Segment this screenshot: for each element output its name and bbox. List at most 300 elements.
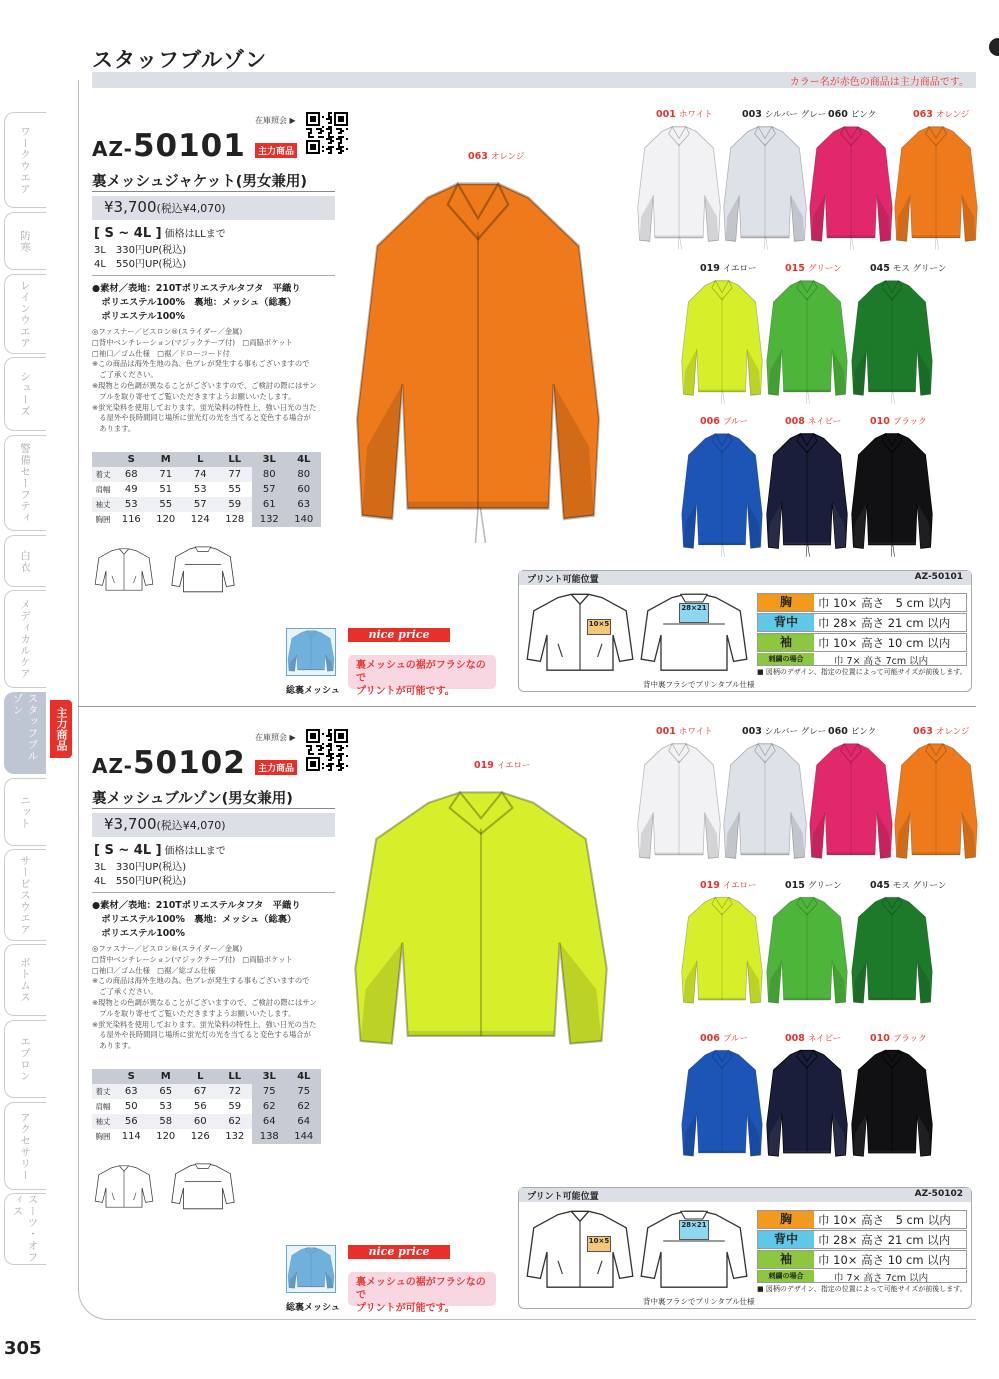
- size-header: M: [149, 1069, 184, 1084]
- spec-line: ※現物との色調が異なることがございますので、ご検討の際にはサン: [92, 998, 317, 1007]
- size-header: 4L: [287, 452, 322, 467]
- print-size-row: [757, 1210, 967, 1229]
- size-cell: 120: [156, 514, 176, 525]
- nice-price-badge: nice price: [348, 628, 450, 642]
- print-position-tag: 背中: [758, 1231, 814, 1248]
- color-swatch-jacket[interactable]: [850, 276, 934, 406]
- color-code: 010: [870, 416, 890, 427]
- spec-line: ご了承ください。: [92, 987, 158, 997]
- size-cell: 144: [287, 1129, 322, 1144]
- color-swatch-jacket[interactable]: [850, 893, 934, 1013]
- size-cell: 57: [252, 482, 287, 497]
- size-header: 4L: [287, 1069, 322, 1084]
- size-cell: 59: [218, 497, 253, 512]
- back-line-drawing: [168, 1162, 238, 1218]
- embroidery-tag: 刺繍の場合: [758, 1270, 814, 1282]
- size-row: [92, 482, 321, 497]
- size-cell: 56: [114, 1114, 149, 1129]
- price-value: ¥3,700: [104, 198, 157, 216]
- material-line: ポリエステル100%: [92, 311, 185, 322]
- size-table-head: [92, 1069, 321, 1084]
- color-label: [656, 108, 713, 120]
- size-cell: 着丈: [92, 1084, 114, 1099]
- stock-check-link[interactable]: 在庫照会 ▶: [255, 116, 296, 125]
- main-color-code: 019: [474, 760, 494, 771]
- spec-line: あります。: [92, 424, 136, 434]
- print-size-note: ■ 図柄のデザイン、指定の位置によって可能サイズが前後します。: [757, 668, 967, 676]
- price-tax: (税込¥4,070): [156, 819, 226, 832]
- color-code: 019: [700, 263, 720, 274]
- main-color-label: [468, 150, 524, 162]
- size-header: [92, 1069, 114, 1084]
- size-cell: 着丈: [92, 467, 114, 482]
- main-product-flag: 主力商品: [50, 700, 72, 758]
- embroidery-tag: 刺繍の場合: [758, 653, 814, 665]
- name-underline: [92, 191, 335, 192]
- print-note-line: プリントが可能です。: [356, 686, 455, 697]
- color-swatch-jacket[interactable]: [765, 276, 849, 406]
- color-code: 063: [913, 109, 933, 120]
- color-swatch-jacket[interactable]: [765, 1046, 849, 1166]
- size-cell: 126: [190, 1131, 210, 1142]
- color-code: 001: [656, 726, 676, 737]
- color-code: 006: [700, 1033, 720, 1044]
- print-position-tag: 袖: [758, 634, 814, 651]
- color-name: ピンク: [850, 110, 877, 120]
- size-cell: 74: [183, 467, 218, 482]
- size-cell: 80: [252, 467, 287, 482]
- spec-line: □袖口／ゴム仕様 □裾／総ゴム仕様: [92, 965, 216, 975]
- color-label: [785, 415, 841, 427]
- color-name: ブラック: [892, 417, 927, 427]
- rail-tab[interactable]: レインウエア: [4, 274, 46, 354]
- main-color-label: [474, 759, 531, 771]
- upcharge-line: 3L 330円UP(税込): [94, 862, 187, 873]
- color-code: 015: [785, 263, 805, 274]
- spec-line: る屋外や長時間同じ場所に蛍光灯の光を当てると変色する場合が: [92, 1030, 311, 1040]
- print-note-bubble: [348, 1272, 496, 1314]
- print-back-caption: 背中裏フラシでプリンタブル仕様: [643, 680, 755, 689]
- color-label: [742, 108, 826, 120]
- divider: [92, 275, 335, 276]
- size-cell: 64: [287, 1114, 322, 1129]
- size-cell: 62: [287, 1099, 322, 1114]
- spec-line: る屋外や長時間同じ場所に蛍光灯の光を当てると変色する場合が: [92, 413, 311, 423]
- product-code: [92, 745, 246, 781]
- rail-tab[interactable]: サービスウエア: [4, 849, 46, 941]
- size-cell: 56: [193, 1101, 207, 1112]
- color-name: オレンジ: [935, 727, 970, 737]
- material-line: ポリエステル100% 裏地：メッシュ（総裏）: [92, 914, 297, 925]
- size-cell: 67: [183, 1084, 218, 1099]
- color-name: オレンジ: [935, 110, 970, 120]
- print-note-line: 裏メッシュの裾がフラシなので: [356, 1277, 486, 1301]
- material-line: ポリエステル100% 裏地：メッシュ（総裏）: [92, 297, 297, 308]
- print-position-tag: 背中: [758, 614, 814, 631]
- size-table-body: [92, 1084, 321, 1144]
- print-size-row: [757, 593, 967, 612]
- price-tax: (税込¥4,070): [156, 202, 226, 215]
- size-header: [92, 452, 114, 467]
- size-row: [92, 1099, 321, 1114]
- color-swatch-jacket[interactable]: [636, 122, 722, 252]
- name-underline: [92, 808, 335, 809]
- print-size-note: ■ 図柄のデザイン、指定の位置によって可能サイズが前後します。: [757, 1285, 967, 1293]
- size-cell: 120: [156, 1131, 176, 1142]
- size-cell: 114: [121, 1131, 141, 1142]
- spec-line: ※この商品は海外生地の為、色ブレが発生する事もございますので: [92, 359, 310, 369]
- code-prefix: AZ-: [92, 137, 133, 161]
- color-label: [700, 879, 757, 891]
- color-name: ブルー: [722, 1034, 749, 1044]
- size-header: L: [183, 452, 218, 467]
- size-range: [94, 842, 226, 858]
- size-range-value: [ S ~ 4L ]: [94, 226, 162, 241]
- size-cell: 肩幅: [95, 1102, 111, 1111]
- color-swatch-jacket[interactable]: [808, 739, 894, 869]
- spec-line: □袖口／ゴム仕様 □裾／ドローコード付: [92, 348, 230, 358]
- material-line: ●素材／表地：210Tポリエステルタフタ 平織り: [92, 900, 301, 911]
- print-size-value: 巾 28× 高さ 21 cm 以内: [818, 616, 951, 630]
- color-code: 006: [700, 416, 720, 427]
- qr-code[interactable]: [306, 729, 348, 771]
- color-swatch-jacket[interactable]: [722, 122, 808, 252]
- size-table-header-row: [92, 452, 321, 467]
- print-note-line: 裏メッシュの裾がフラシなので: [356, 660, 486, 684]
- color-swatch-jacket[interactable]: [680, 893, 764, 1013]
- spec-line: あります。: [92, 1041, 136, 1051]
- color-code: 063: [913, 726, 933, 737]
- size-cell: 68: [114, 467, 149, 482]
- mesh-label: 総裏メッシュ: [286, 686, 340, 696]
- size-cell: 132: [225, 1131, 245, 1142]
- color-name: グリーン: [807, 881, 842, 891]
- code-prefix: AZ-: [92, 754, 133, 778]
- color-code: 060: [828, 726, 848, 737]
- spec-line: ※蛍光染料を使用しております。蛍光染料の特性上、強い日光の当た: [92, 1019, 317, 1029]
- color-label: [828, 108, 876, 120]
- color-name: ネイビー: [807, 417, 842, 427]
- color-label: [700, 1032, 748, 1044]
- size-cell: 71: [149, 467, 184, 482]
- front-line-drawing: [94, 1162, 154, 1218]
- size-cell: 袖丈: [92, 1114, 114, 1129]
- size-cell: 53: [114, 497, 149, 512]
- print-size-value: 巾 10× 高さ 10 cm 以内: [818, 1253, 951, 1267]
- size-row: [92, 1114, 321, 1129]
- code-number: 50102: [132, 745, 246, 781]
- print-front-drawing: [525, 1208, 635, 1300]
- back-line-drawing: [168, 545, 238, 601]
- size-cell: 51: [159, 484, 173, 495]
- qr-code[interactable]: [306, 112, 348, 154]
- print-position-box: [518, 1187, 972, 1309]
- size-cell: 袖丈: [92, 497, 114, 512]
- rail-tab[interactable]: シューズ: [4, 357, 46, 431]
- size-range-note: 価格はLLまで: [164, 846, 226, 857]
- main-jacket-image: [350, 782, 612, 1067]
- spec-line: プルを取り寄せてご覧いただきますようお願いいたします。: [92, 391, 296, 401]
- color-code: 015: [785, 880, 805, 891]
- color-label: [913, 725, 969, 737]
- color-swatch-jacket[interactable]: [765, 429, 849, 559]
- size-cell: 60: [287, 482, 322, 497]
- color-code: 008: [785, 416, 805, 427]
- size-cell: 50: [124, 1101, 138, 1112]
- rail-tab[interactable]: スーツ・オフィス: [4, 1193, 46, 1265]
- size-cell: 62: [252, 1099, 287, 1114]
- upcharge-line: 4L 550円UP(税込): [94, 259, 187, 270]
- size-range-value: [ S ~ 4L ]: [94, 843, 162, 858]
- spec-line: □背中ベンチレーション(マジックテープ付) □両脇ポケット: [92, 337, 293, 347]
- size-table-header-row: [92, 1069, 321, 1084]
- color-swatch-jacket[interactable]: [722, 739, 808, 869]
- color-name: ピンク: [850, 727, 877, 737]
- color-label: [700, 415, 748, 427]
- size-cell: 132: [252, 512, 287, 527]
- size-cell: 53: [159, 1101, 173, 1112]
- print-size-value: 巾 10× 高さ 10 cm 以内: [818, 636, 951, 650]
- spec-line: ※現物との色調が異なることがございますので、ご検討の際にはサン: [92, 381, 317, 390]
- size-cell: 75: [252, 1084, 287, 1099]
- size-row: [92, 1129, 321, 1144]
- print-box-header: [519, 1188, 971, 1202]
- chest-print-mark: 10×5: [587, 619, 611, 635]
- color-swatch-jacket[interactable]: [850, 1046, 934, 1166]
- material-line: ●素材／表地：210Tポリエステルタフタ 平織り: [92, 283, 301, 294]
- color-code: 045: [870, 880, 890, 891]
- color-swatch-jacket[interactable]: [680, 429, 764, 559]
- size-cell: 62: [218, 1114, 253, 1129]
- size-row: [92, 1084, 321, 1099]
- size-cell: 58: [149, 1114, 184, 1129]
- size-table-body: [92, 467, 321, 527]
- color-label: [785, 1032, 841, 1044]
- main-color-code: 063: [468, 151, 488, 162]
- color-label: [913, 108, 969, 120]
- print-size-value: 巾 10× 高さ 5 cm 以内: [818, 596, 951, 610]
- print-box-code: AZ-50102: [914, 1189, 963, 1199]
- nice-price-badge: nice price: [348, 1245, 450, 1259]
- main-color-name: イエロー: [496, 761, 531, 771]
- color-swatch-jacket[interactable]: [808, 122, 894, 252]
- size-cell: 63: [114, 1084, 149, 1099]
- color-label: [870, 262, 946, 274]
- rail-tab[interactable]: メディカルケア: [4, 590, 46, 688]
- color-swatch-jacket[interactable]: [680, 1046, 764, 1166]
- print-size-value: 巾 28× 高さ 21 cm 以内: [818, 1233, 951, 1247]
- main-product-note: カラー名が赤色の商品は主力商品です。: [789, 77, 969, 88]
- size-header: S: [114, 1069, 149, 1084]
- color-name: モス グリーン: [892, 881, 947, 891]
- color-swatch-jacket[interactable]: [765, 893, 849, 1013]
- chest-print-mark: 10×5: [587, 1236, 611, 1252]
- print-position-tag: 胸: [758, 594, 814, 611]
- spec-line: ※蛍光染料を使用しております。蛍光染料の特性上、強い日光の当た: [92, 402, 317, 412]
- color-name: シルバー グレー: [764, 727, 827, 737]
- rail-tab[interactable]: アクセサリー: [4, 1102, 46, 1190]
- color-label: [870, 415, 927, 427]
- size-cell: 140: [287, 512, 322, 527]
- print-box-code: AZ-50101: [914, 572, 963, 582]
- color-name: モス グリーン: [892, 264, 947, 274]
- color-name: イエロー: [722, 264, 757, 274]
- color-swatch-jacket[interactable]: [636, 739, 722, 869]
- size-cell: 63: [287, 497, 322, 512]
- size-table-head: [92, 452, 321, 467]
- print-size-row: [757, 1250, 967, 1269]
- mesh-label: 総裏メッシュ: [286, 1303, 340, 1313]
- spec-line: ◎ファスナー／ビスロン®(スライダー／金属): [92, 327, 243, 336]
- print-size-value: 巾 10× 高さ 5 cm 以内: [818, 1213, 951, 1227]
- size-cell: 116: [121, 514, 141, 525]
- color-name: イエロー: [722, 881, 757, 891]
- size-header: LL: [218, 452, 253, 467]
- size-cell: 77: [218, 467, 253, 482]
- size-cell: 59: [228, 1101, 242, 1112]
- color-code: 010: [870, 1033, 890, 1044]
- size-header: L: [183, 1069, 218, 1084]
- product-name: 裏メッシュジャケット(男女兼用): [92, 174, 307, 190]
- spec-line: ご了承ください。: [92, 370, 158, 380]
- color-name: ホワイト: [678, 110, 713, 120]
- spec-line: プルを取り寄せてご覧いただきますようお願いいたします。: [92, 1008, 296, 1018]
- color-code: 019: [700, 880, 720, 891]
- page-title: スタッフブルゾン: [92, 48, 268, 72]
- color-label: [785, 879, 842, 891]
- color-name: ブルー: [722, 417, 749, 427]
- rail-tab[interactable]: ワークウエア: [4, 112, 46, 208]
- size-row: [92, 467, 321, 482]
- main-product-badge: 主力商品: [255, 143, 297, 158]
- product-name: 裏メッシュブルゾン(男女兼用): [92, 791, 293, 807]
- embroidery-value: 巾 7× 高さ 7cm 以内: [834, 656, 929, 667]
- print-position-tag: 袖: [758, 1251, 814, 1268]
- size-cell: 49: [124, 484, 138, 495]
- color-code: 008: [785, 1033, 805, 1044]
- product-code: [92, 128, 246, 164]
- rail-tab[interactable]: エプロン: [4, 1020, 46, 1098]
- size-cell: 胸囲: [95, 515, 111, 524]
- rail-tab[interactable]: 白衣: [4, 535, 46, 587]
- size-cell: 65: [149, 1084, 184, 1099]
- page-number: 305: [4, 1338, 42, 1359]
- color-code: 003: [742, 726, 762, 737]
- rail-tab[interactable]: 防寒: [4, 212, 46, 270]
- back-print-mark: 28×21: [679, 603, 709, 623]
- embroidery-row: [757, 1270, 967, 1283]
- divider: [92, 892, 335, 893]
- main-color-name: オレンジ: [490, 152, 525, 162]
- size-cell: 64: [252, 1114, 287, 1129]
- size-range: [94, 225, 226, 241]
- size-cell: 55: [228, 484, 242, 495]
- stock-check-link[interactable]: 在庫照会 ▶: [255, 733, 296, 742]
- color-label: [742, 725, 826, 737]
- color-name: ネイビー: [807, 1034, 842, 1044]
- rail-tab[interactable]: 警備セーフティ: [4, 435, 46, 531]
- color-name: シルバー グレー: [764, 110, 827, 120]
- size-cell: 肩幅: [95, 485, 111, 494]
- rail-tab[interactable]: スタッフブルゾン: [4, 692, 46, 774]
- size-cell: 80: [287, 467, 322, 482]
- size-cell: 124: [190, 514, 210, 525]
- color-name: グリーン: [807, 264, 842, 274]
- color-swatch-jacket[interactable]: [850, 429, 934, 559]
- size-range-note: 価格はLLまで: [164, 229, 226, 240]
- color-code: 060: [828, 109, 848, 120]
- color-code: 045: [870, 263, 890, 274]
- color-label: [870, 1032, 927, 1044]
- price-value: ¥3,700: [104, 815, 157, 833]
- color-name: ブラック: [892, 1034, 927, 1044]
- color-label: [656, 725, 713, 737]
- material-line: ポリエステル100%: [92, 928, 185, 939]
- code-number: 50101: [132, 128, 246, 164]
- size-header: M: [149, 452, 184, 467]
- price-box: [92, 196, 335, 220]
- embroidery-value: 巾 7× 高さ 7cm 以内: [834, 1273, 929, 1284]
- color-label: [828, 725, 876, 737]
- color-label: [700, 262, 757, 274]
- size-header: 3L: [252, 452, 287, 467]
- size-row: [92, 512, 321, 527]
- size-cell: 53: [193, 484, 207, 495]
- size-header: 3L: [252, 1069, 287, 1084]
- size-header: LL: [218, 1069, 253, 1084]
- color-name: ホワイト: [678, 727, 713, 737]
- color-swatch-jacket[interactable]: [893, 739, 979, 869]
- size-cell: 胸囲: [95, 1132, 111, 1141]
- size-table: [92, 452, 321, 527]
- spec-line: ※この商品は海外生地の為、色ブレが発生する事もございますので: [92, 976, 310, 986]
- size-table: [92, 1069, 321, 1144]
- main-jacket-image: [352, 170, 604, 550]
- print-back-caption: 背中裏フラシでプリンタブル仕様: [643, 1297, 755, 1306]
- price-box: [92, 813, 335, 837]
- color-swatch-jacket[interactable]: [893, 122, 979, 252]
- upcharge-line: 4L 550円UP(税込): [94, 876, 187, 887]
- size-cell: 75: [287, 1084, 322, 1099]
- color-swatch-jacket[interactable]: [680, 276, 764, 406]
- print-box-header: [519, 571, 971, 585]
- front-line-drawing: [94, 545, 154, 601]
- mesh-lining-image: [286, 1245, 336, 1293]
- color-code: 001: [656, 109, 676, 120]
- color-code: 003: [742, 109, 762, 120]
- print-note-line: プリントが可能です。: [356, 1303, 455, 1314]
- print-box-title: プリント可能位置: [527, 1192, 599, 1202]
- print-size-row: [757, 1230, 967, 1249]
- rail-tab[interactable]: ニット: [4, 778, 46, 846]
- upcharge-line: 3L 330円UP(税込): [94, 245, 187, 256]
- rail-tab[interactable]: ボトムス: [4, 944, 46, 1016]
- product-az-50102: [0, 617, 999, 1314]
- size-cell: 57: [183, 497, 218, 512]
- print-position-tag: 胸: [758, 1211, 814, 1228]
- color-label: [870, 879, 946, 891]
- size-cell: 72: [218, 1084, 253, 1099]
- color-label: [785, 262, 842, 274]
- size-cell: 61: [252, 497, 287, 512]
- print-box-title: プリント可能位置: [527, 575, 599, 585]
- size-cell: 128: [225, 514, 245, 525]
- size-row: [92, 497, 321, 512]
- size-header: S: [114, 452, 149, 467]
- spec-line: □背中ベンチレーション(マジックテープ付) □両脇ポケット: [92, 954, 293, 964]
- back-print-mark: 28×21: [679, 1220, 709, 1240]
- size-cell: 55: [149, 497, 184, 512]
